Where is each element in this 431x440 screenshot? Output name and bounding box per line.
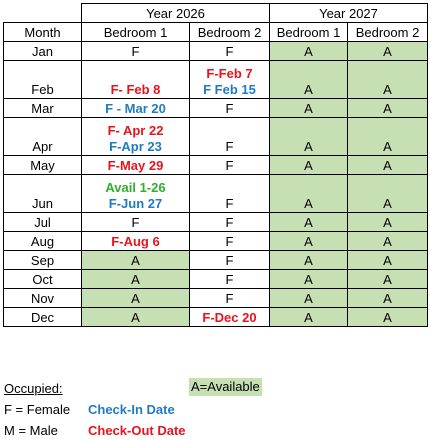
bedroom2-2026-cell[interactable]: [190, 289, 270, 308]
month-cell[interactable]: Aug: [4, 232, 82, 251]
cell-entry: A: [131, 291, 140, 306]
bedroom1-2027-cell[interactable]: A: [270, 270, 348, 289]
bedroom1-2026-cell[interactable]: [82, 156, 190, 175]
legend-available[interactable]: A=Available: [191, 379, 260, 394]
cell-entry: F-Jun 27: [108, 196, 163, 211]
cell-entry: F: [225, 101, 234, 116]
availability-table: [3, 3, 428, 327]
bedroom2-2026-cell[interactable]: [190, 156, 270, 175]
legend-checkout[interactable]: Check-Out Date: [88, 423, 186, 438]
cell-entry: F-Dec 20: [202, 310, 257, 325]
bedroom1-2026-cell[interactable]: [82, 308, 190, 327]
bedroom1-2027-cell[interactable]: A: [270, 308, 348, 327]
legend-checkin[interactable]: Check-In Date: [88, 402, 175, 417]
bedroom2-2027-cell[interactable]: A: [348, 251, 428, 270]
cell-entry: F: [225, 234, 234, 249]
month-cell[interactable]: Jun: [4, 175, 82, 213]
year-2026-header[interactable]: Year 2026: [82, 4, 270, 23]
cell-entry: F Feb 15: [203, 82, 256, 97]
bedroom2-2027-header[interactable]: Bedroom 2: [348, 23, 428, 42]
bedroom1-2026-cell[interactable]: [82, 99, 190, 118]
month-cell[interactable]: Nov: [4, 289, 82, 308]
table-row: [4, 42, 428, 61]
bedroom1-2026-cell[interactable]: [82, 232, 190, 251]
cell-entry: F-Feb 7: [206, 66, 253, 81]
bedroom2-2027-cell[interactable]: A: [348, 175, 428, 213]
month-cell[interactable]: Jul: [4, 213, 82, 232]
cell-entry: F: [225, 44, 234, 59]
bedroom2-2026-cell[interactable]: [190, 99, 270, 118]
bedroom1-2027-header[interactable]: Bedroom 1: [270, 23, 348, 42]
cell-entry: A: [131, 272, 140, 287]
cell-entry: F- Apr 22: [107, 123, 164, 138]
cell-entry: F-May 29: [107, 158, 164, 173]
bedroom2-2027-cell[interactable]: A: [348, 289, 428, 308]
bedroom2-2027-cell[interactable]: A: [348, 308, 428, 327]
bedroom1-2026-cell[interactable]: [82, 251, 190, 270]
bedroom2-2026-cell[interactable]: [190, 270, 270, 289]
bedroom2-2027-cell[interactable]: A: [348, 99, 428, 118]
bedroom1-2027-cell[interactable]: A: [270, 175, 348, 213]
bedroom2-2027-cell[interactable]: A: [348, 232, 428, 251]
bedroom1-2026-cell[interactable]: [82, 175, 190, 213]
table-row: [4, 213, 428, 232]
bedroom1-2027-cell[interactable]: A: [270, 118, 348, 156]
cell-entry: F: [225, 139, 234, 154]
month-cell[interactable]: Feb: [4, 61, 82, 99]
cell-entry: F: [131, 215, 140, 230]
bedroom1-2027-cell[interactable]: A: [270, 61, 348, 99]
legend-female[interactable]: F = Female: [4, 402, 71, 417]
bedroom1-2027-cell[interactable]: A: [270, 213, 348, 232]
bedroom1-2027-cell[interactable]: A: [270, 251, 348, 270]
bedroom1-2026-cell[interactable]: [82, 213, 190, 232]
table-row: [4, 289, 428, 308]
year-header-row: [4, 4, 428, 23]
month-cell[interactable]: Oct: [4, 270, 82, 289]
cell-entry: A: [131, 253, 140, 268]
bedroom2-2027-cell[interactable]: A: [348, 61, 428, 99]
cell-entry: A: [131, 310, 140, 325]
bedroom2-2026-header[interactable]: Bedroom 2: [190, 23, 270, 42]
bedroom2-2026-cell[interactable]: [190, 213, 270, 232]
bedroom1-2027-cell[interactable]: A: [270, 42, 348, 61]
bedroom1-2026-cell[interactable]: [82, 270, 190, 289]
bedroom2-2027-cell[interactable]: A: [348, 42, 428, 61]
bedroom1-2026-cell[interactable]: [82, 61, 190, 99]
legend-occupied[interactable]: Occupied:: [4, 381, 63, 396]
cell-entry: F: [225, 196, 234, 211]
cell-entry: Avail 1-26: [105, 180, 166, 195]
blank-corner: [4, 4, 82, 23]
table-row: [4, 156, 428, 175]
cell-entry: F - Mar 20: [105, 101, 166, 116]
bedroom1-2026-cell[interactable]: [82, 289, 190, 308]
bedroom1-2027-cell[interactable]: A: [270, 232, 348, 251]
bedroom2-2027-cell[interactable]: A: [348, 213, 428, 232]
cell-entry: F: [225, 158, 234, 173]
month-cell[interactable]: Sep: [4, 251, 82, 270]
bedroom2-2027-cell[interactable]: A: [348, 118, 428, 156]
bedroom1-2026-cell[interactable]: [82, 118, 190, 156]
bedroom2-2026-cell[interactable]: [190, 118, 270, 156]
cell-entry: F: [225, 253, 234, 268]
bedroom2-2026-cell[interactable]: [190, 308, 270, 327]
bedroom2-2026-cell[interactable]: [190, 251, 270, 270]
bedroom2-2027-cell[interactable]: A: [348, 156, 428, 175]
bedroom1-2027-cell[interactable]: A: [270, 289, 348, 308]
bedroom1-2026-cell[interactable]: [82, 42, 190, 61]
column-header-row: [4, 23, 428, 42]
month-cell[interactable]: Mar: [4, 99, 82, 118]
table-row: [4, 308, 428, 327]
month-header[interactable]: Month: [4, 23, 82, 42]
table-row: [4, 175, 428, 213]
cell-entry: F: [225, 291, 234, 306]
cell-entry: F-Aug 6: [111, 234, 160, 249]
month-cell[interactable]: Dec: [4, 308, 82, 327]
cell-entry: F-Apr 23: [109, 139, 162, 154]
bedroom2-2027-cell[interactable]: A: [348, 270, 428, 289]
month-cell[interactable]: Apr: [4, 118, 82, 156]
bedroom1-2027-cell[interactable]: A: [270, 99, 348, 118]
table-row: [4, 118, 428, 156]
bedroom1-2027-cell[interactable]: A: [270, 156, 348, 175]
cell-entry: F- Feb 8: [110, 82, 161, 97]
year-2027-header[interactable]: Year 2027: [270, 4, 428, 23]
bedroom2-2026-cell[interactable]: [190, 61, 270, 99]
bedroom1-2026-header[interactable]: Bedroom 1: [82, 23, 190, 42]
table-row: [4, 99, 428, 118]
bedroom2-2026-cell[interactable]: [190, 232, 270, 251]
table-body: [4, 4, 428, 327]
table-row: [4, 270, 428, 289]
table-row: [4, 232, 428, 251]
bedroom2-2026-cell[interactable]: [190, 42, 270, 61]
cell-entry: F: [225, 215, 234, 230]
table-row: [4, 61, 428, 99]
cell-entry: F: [131, 44, 140, 59]
table-row: [4, 251, 428, 270]
month-cell[interactable]: Jan: [4, 42, 82, 61]
month-cell[interactable]: May: [4, 156, 82, 175]
cell-entry: F: [225, 272, 234, 287]
bedroom2-2026-cell[interactable]: [190, 175, 270, 213]
legend-male[interactable]: M = Male: [4, 423, 58, 438]
